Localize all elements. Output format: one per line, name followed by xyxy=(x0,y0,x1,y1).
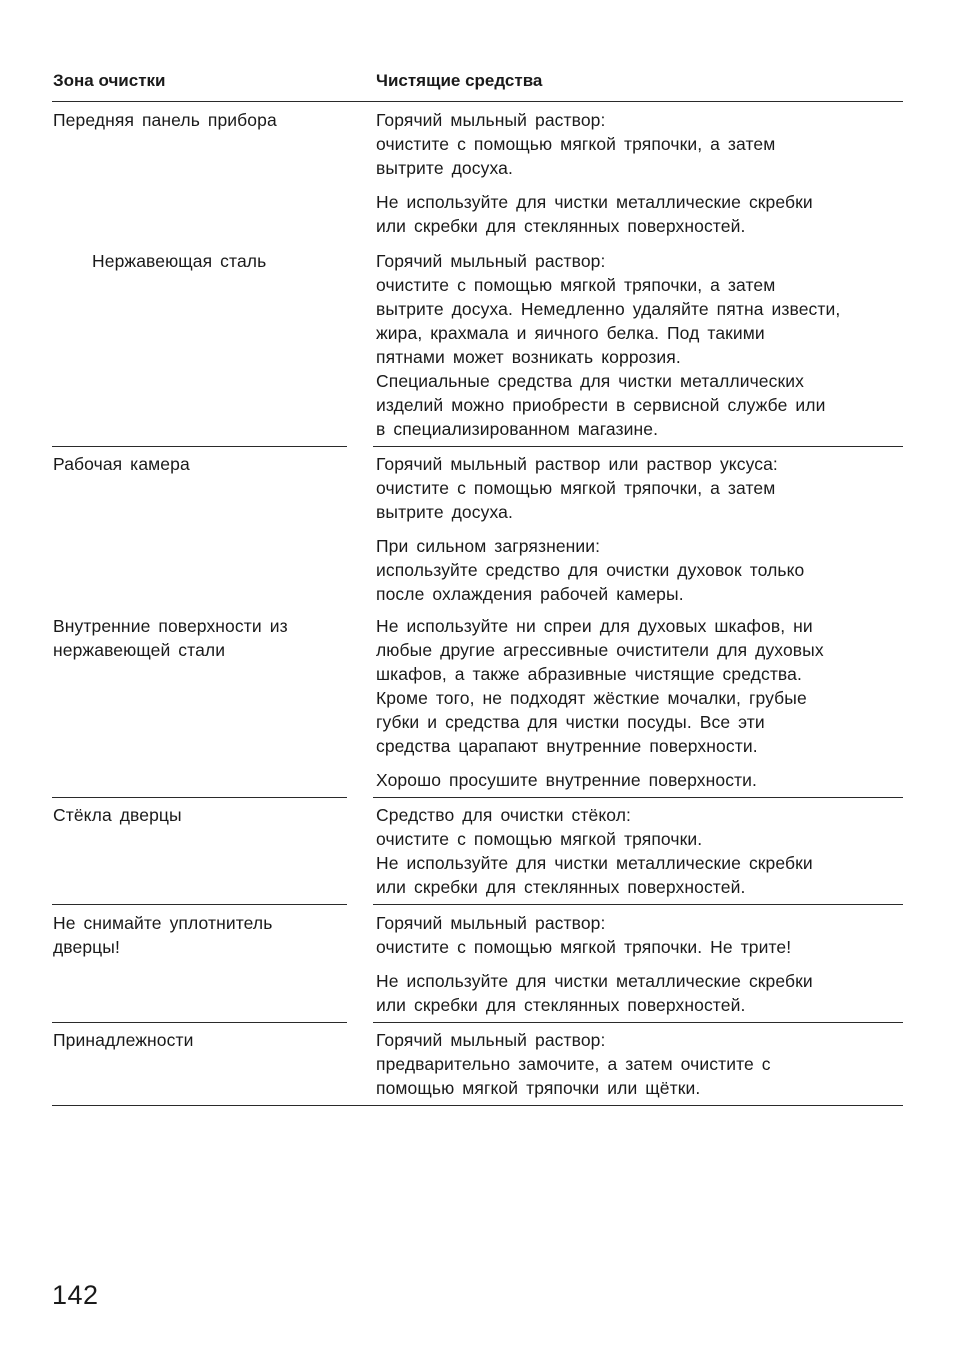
column-header-agent: Чистящие средства xyxy=(376,71,543,90)
table-row-zone xyxy=(53,803,343,827)
agent-paragraph: Не используйте для чистки металлические скребки или скребки для стеклянных поверхностей. xyxy=(376,971,813,1015)
column-header-zone: Зона очистки xyxy=(53,71,166,90)
table-row-agent xyxy=(376,803,906,899)
page-number: 142 xyxy=(52,1280,99,1310)
table-row-zone xyxy=(53,1028,343,1052)
table-row-agent xyxy=(376,452,906,606)
table-row-agent xyxy=(376,1028,906,1100)
table-row-agent xyxy=(376,249,906,441)
row-divider-right xyxy=(373,1022,903,1023)
agent-paragraph: Горячий мыльный раствор: очистите с помощью мягкой тряпочки, а затем вытрите досуха. Немедленно удаляйте пятна извести, жира, крахмала и яичного белка. Под такими пятнами может возникать коррозия. Специальные средства для чистки металлических изделий можно приобрести в сервисной службе или в специализированном магазине. xyxy=(376,251,841,439)
table-row-zone xyxy=(53,452,343,476)
zone-label: Рабочая камера xyxy=(53,454,190,474)
zone-label: Внутренние поверхности из нержавеющей стали xyxy=(53,616,288,660)
agent-paragraph: Не используйте для чистки металлические скребки или скребки для стеклянных поверхностей. xyxy=(376,192,813,236)
agent-paragraph: Хорошо просушите внутренние поверхности. xyxy=(376,770,757,790)
agent-paragraph: Горячий мыльный раствор: очистите с помощью мягкой тряпочки, а затем вытрите досуха. xyxy=(376,110,776,178)
agent-paragraph: Горячий мыльный раствор или раствор уксуса: очистите с помощью мягкой тряпочки, а затем вытрите досуха. xyxy=(376,454,778,522)
table-row-agent xyxy=(376,614,906,792)
agent-paragraph: Не используйте ни спреи для духовых шкафов, ни любые другие агрессивные очистители для духовых шкафов, а также абразивные чистящие средства. Кроме того, не подходят жёсткие мочалки, грубые губки и средства для чистки посуды. Все эти средства царапают внутренние поверхности. xyxy=(376,616,824,756)
row-divider-left xyxy=(52,797,347,798)
table-row-zone xyxy=(53,108,343,132)
header-divider xyxy=(52,101,903,102)
table-bottom-divider xyxy=(52,1105,903,1106)
agent-paragraph: Горячий мыльный раствор: предварительно замочите, а затем очистите с помощью мягкой тряпочки или щётки. xyxy=(376,1030,771,1098)
zone-label: Нержавеющая сталь xyxy=(92,251,267,271)
row-divider-right xyxy=(373,904,903,905)
row-divider-left xyxy=(52,1022,347,1023)
row-divider-left xyxy=(52,904,347,905)
row-divider-right xyxy=(373,797,903,798)
row-divider-left xyxy=(52,446,347,447)
agent-paragraph: Средство для очистки стёкол: очистите с помощью мягкой тряпочки. Не используйте для чистки металлические скребки или скребки для стеклянных поверхностей. xyxy=(376,805,813,897)
table-row-zone xyxy=(53,911,343,959)
zone-label: Стёкла дверцы xyxy=(53,805,182,825)
agent-paragraph: При сильном загрязнении: используйте средство для очистки духовок только после охлаждения рабочей камеры. xyxy=(376,536,805,604)
row-divider-right xyxy=(373,446,903,447)
table-row-agent xyxy=(376,911,906,1017)
table-row-zone xyxy=(92,249,342,273)
zone-label: Передняя панель прибора xyxy=(53,110,277,130)
table-row-agent xyxy=(376,108,906,238)
table-row-zone xyxy=(53,614,343,662)
agent-paragraph: Горячий мыльный раствор: очистите с помощью мягкой тряпочки. Не трите! xyxy=(376,913,792,957)
zone-label: Не снимайте уплотнитель дверцы! xyxy=(53,913,273,957)
zone-label: Принадлежности xyxy=(53,1030,194,1050)
